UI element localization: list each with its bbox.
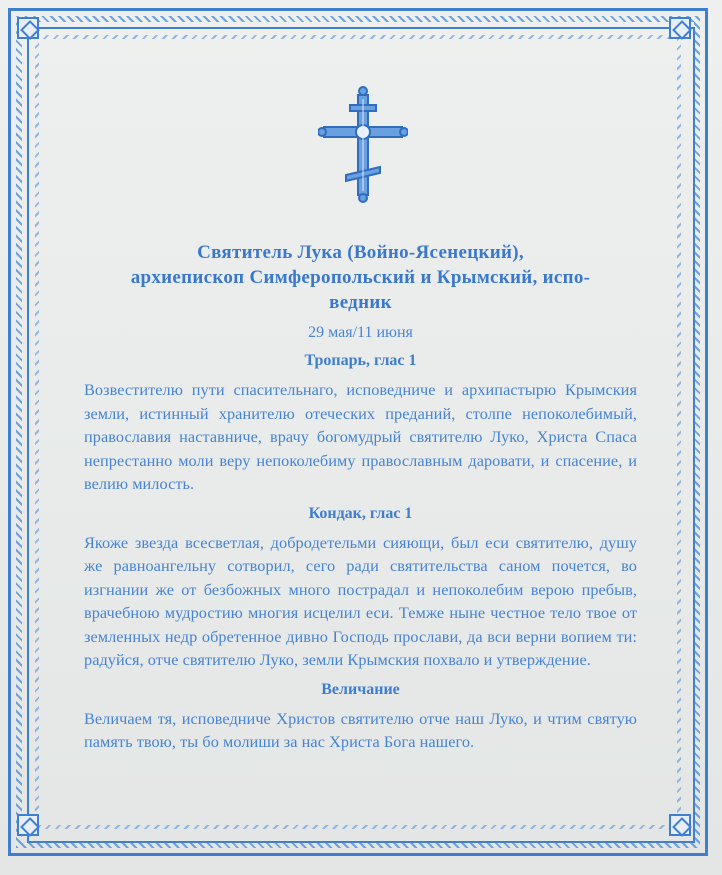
title-line-2: архиепископ Симферопольский и Крымский, испо-: [130, 267, 591, 288]
feast-date: 29 мая/11 июня: [308, 324, 413, 341]
title-line-1: Святитель Лука (Войно-Ясенецкий),: [197, 242, 524, 263]
kontakion-text: Якоже звезда всесветлая, добродетельми сияющи, был еси святителю, душу же равноангельну сотворил, сего ради святительства саном почется, во изгнании же от безбожных много пострадал и непоколебим верою пребыв, врачебною мудростию многия исцелил еси. Темже ныне честное тело твое от земленных недр обретенное дивно Господь прослави, да вси верни вопием ти: радуйся, отче святителю Луко, земли Крымския похвало и утверждение.: [84, 532, 637, 669]
prayer-content: [84, 240, 637, 763]
section-heading-kontakion: Кондак, глас 1: [308, 504, 413, 522]
megalynarion-text: Величаем тя, исповедниче Христов святителю отче наш Луко, и чтим святую память твою, ты бо молиши за нас Христа Бога нашего.: [84, 708, 637, 751]
orthodox-cross-icon: [318, 85, 408, 203]
title-line-3: ведник: [329, 292, 392, 313]
corner-ornament-icon: [17, 17, 39, 39]
corner-ornament-icon: [669, 814, 691, 836]
section-heading-troparion: Тропарь, глас 1: [304, 352, 417, 369]
corner-ornament-icon: [17, 814, 39, 836]
corner-ornament-icon: [669, 17, 691, 39]
section-heading-megalynarion: Величание: [321, 680, 400, 698]
page-title: [84, 240, 637, 315]
troparion-text: Возвестителю пути спасительнаго, исповедниче и архипастырю Крымския земли, истинный хранителю отеческих преданий, столпе непоколебимый, православия наставниче, врачу богомудрый святителю Луко, Христа Спаса непрестанно моли веру непоколебиму православным даровати, и спасение, и велию милость.: [84, 380, 637, 493]
